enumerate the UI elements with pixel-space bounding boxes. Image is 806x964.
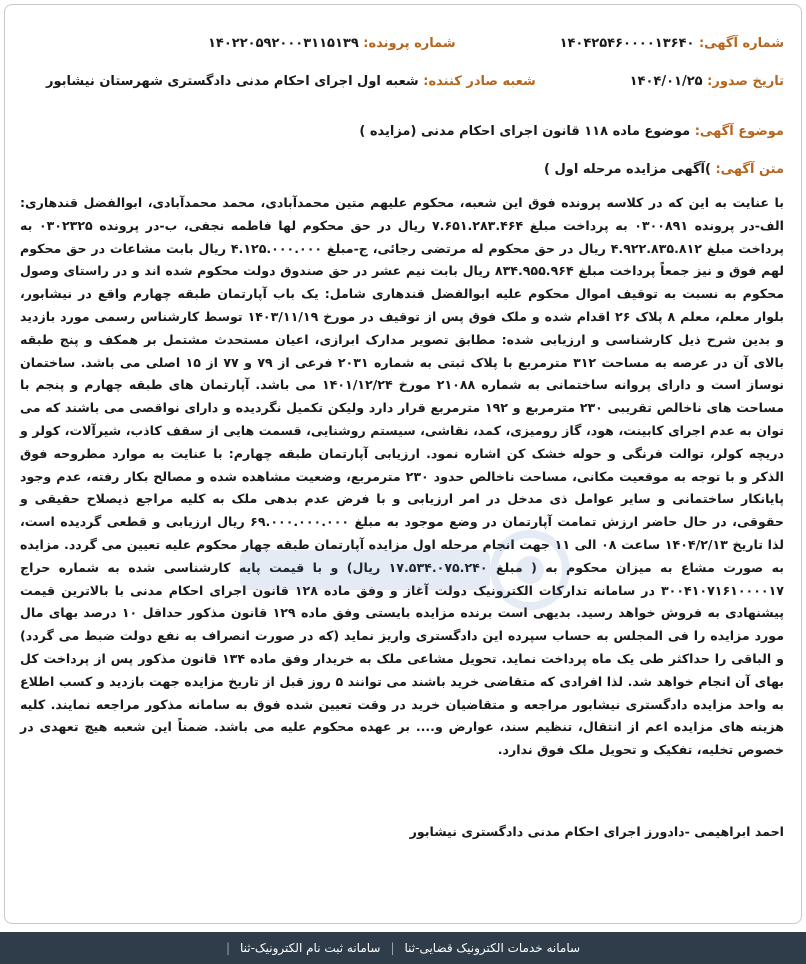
footer-separator-end: | [225,941,230,955]
notice-number-label: شماره آگهی: [698,36,784,51]
footer-bar [0,932,806,964]
issuer-row [46,74,536,89]
notice-text-label: متن آگهی: [715,162,784,177]
issuer-label: شعبه صادر کننده: [423,74,536,89]
footer-link-sana-registration[interactable]: سامانه ثبت نام الکترونیک-ثنا [239,941,381,955]
footer-separator: | [390,941,395,955]
footer-link-sana-services[interactable]: سامانه خدمات الکترونیک قضایی-ثنا [404,941,581,955]
notice-number-value: ۱۴۰۴۲۵۴۶۰۰۰۰۱۳۶۴۰ [559,36,695,51]
issuer-value: شعبه اول اجرای احکام مدنی دادگستری شهرستان نیشابور [46,74,419,89]
signature: احمد ابراهیمی -دادورز اجرای احکام مدنی دادگستری نیشابور [409,824,784,839]
notice-number-row [560,36,784,51]
case-number-row [208,36,456,51]
case-number-value: ۱۴۰۲۲۰۵۹۲۰۰۰۳۱۱۵۱۳۹ [208,36,359,51]
subject-value: موضوع ماده ۱۱۸ قانون اجرای احکام مدنی (مزایده ) [359,124,691,139]
notice-text-row [544,162,784,177]
subject-row [359,124,784,139]
issue-date-label: تاریخ صدور: [707,74,784,89]
notice-text-title: )آگهی مزایده مرحله اول ) [544,162,711,177]
notice-body: با عنایت به این که در کلاسه پرونده فوق این شعبه، محکوم علیهم متین محمدآبادی، محمد محمدآبادی، ابوالفضل قندهاری: الف-در پرونده ۰۳۰۰۸۹۱ به پرداخت مبلغ ۷.۶۵۱.۲۸۳.۴۶۴ ریال در حق محکوم لها فاطمه نجفی، ب-در پرونده ۰۳۰۲۳۲۵ به پرداخت مبلغ ۴.۹۲۲.۸۳۵.۸۱۲ ریال در حق محکوم له مرتضی رجائی، ج-مبلغ ۴.۱۲۵.۰۰۰.۰۰۰ ریال بابت مشاعات در حق محکوم لهم فوق و نیز جمعاً پرداخت مبلغ ۸۳۴.۹۵۵.۹۶۴ ریال بابت نیم عشر در حق صندوق دولت محکوم شده اند و در راستای وصول محکوم به نسبت به توقیف اموال محکوم علیه ابوالفضل قندهاری شامل: یک باب آپارتمان طبقه چهارم واقع در نیشابور، بلوار معلم، معلم ۸ پلاک ۲۶ اقدام شده و ملک فوق پس از توقیف در مورخ ۱۴۰۳/۱۱/۱۹ توسط کارشناس رسمی مورد بازدید و بدین شرح ذیل کارشناسی و ارزیابی شده: مطابق تصویر مدارک ابرازی، اعیان مستحدث مشتمل بر همکف و پنج طبقه بالای آن در عرصه به مساحت ۳۱۲ مترمربع با پلاک ثبتی به شماره ۲۰۳۱ فرعی از ۷۹ و ۷۷ از ۱۵ اصلی می باشد. ساختمان نوساز است و دارای پروانه ساختمانی به شماره ۲۱۰۸۸ مورخ ۱۴۰۱/۱۲/۲۴ می باشد. آپارتمان های طبقه چهارم و پنجم با مساحت های ناخالص تقریبی ۲۳۰ مترمربع و ۱۹۲ مترمربع قرار دارد ولیکن تکمیل نگردیده و دارای نواقصی می باشند که می توان به عدم اجرای کابینت، هود، گاز رومیزی، کمد، نقاشی، سیستم روشنایی، قسمت هایی از سقف کاذب، شیرآلات، کولر و دریچه کولر، توالت فرنگی و حوله خشک کن اشاره نمود. ارزیابی آپارتمان طبقه چهارم: با عنایت به موارد مطروحه فوق الذکر و با توجه به موقعیت مکانی، مساحت ناخالص حدود ۲۳۰ مترمربع، وضعیت مشاهده شده و مصالح بکار رفته، عدم وجود پایانکار ساختمانی و سایر عوامل ذی مدخل در امر ارزیابی و با فرض عدم بدهی ملک به کلیه مراجع ذیصلاح حقیقی و حقوقی، در حال حاضر ارزش تمامت آپارتمان در وضع موجود به مبلغ ۶۹.۰۰۰.۰۰۰.۰۰۰ ریال ارزیابی و قطعی گردیده است، لذا تاریخ ۱۴۰۴/۲/۱۳ ساعت ۰۸ الی ۱۱ جهت انجام مرحله اول مزایده آپارتمان طبقه چهار محکوم علیه تعیین می گردد. مزایده به صورت مشاع به میزان محکوم به ( مبلغ ۱۷.۵۳۴.۰۷۵.۲۴۰ ریال) و با قیمت پایه کارشناسی شده به شماره حراج ۳۰۰۴۱۰۷۱۶۱۰۰۰۰۱۷ در سامانه تدارکات الکترونیک دولت آغاز و وفق ماده ۱۲۸ قانون اجرای احکام مدنی با بالاترین قیمت پیشنهادی به فروش خواهد رسید. بدیهی است برنده مزایده بایستی وفق ماده ۱۲۹ قانون مذکور حداقل ۱۰ درصد بهای مال مورد مزایده را فی المجلس به حساب سپرده این دادگستری واریز نماید (که در صورت انصراف به نفع دولت ضبط می گردد) و الباقی را حداکثر طی یک ماه پرداخت نماید. تحویل مشاعی ملک به خریدار وفق ماده ۱۳۴ قانون مذکور پس از پرداخت کل بهای آن انجام خواهد شد. لذا افرادی که متقاضی خرید باشند می توانند ۵ روز قبل از تاریخ مزایده جهت بازدید و کسب اطلاع به واحد مزایده دادگستری نیشابور مراجعه و متقاضیان خرید در وقت تعیین شده فوق به سامانه مذکور مراجعه نمایند. کلیه هزینه های مزایده اعم از انتقال، تنظیم سند، عوارض و.... بر عهده محکوم علیه می باشد. ضمناً این شعبه هیچ تعهدی در خصوص تخلیه، تفکیک و تحویل ملک فوق ندارد. [20,195,785,758]
subject-label: موضوع آگهی: [694,124,784,139]
issue-date-row [630,74,784,89]
case-number-label: شماره پرونده: [363,36,456,51]
issue-date-value: ۱۴۰۴/۰۱/۲۵ [629,74,703,89]
